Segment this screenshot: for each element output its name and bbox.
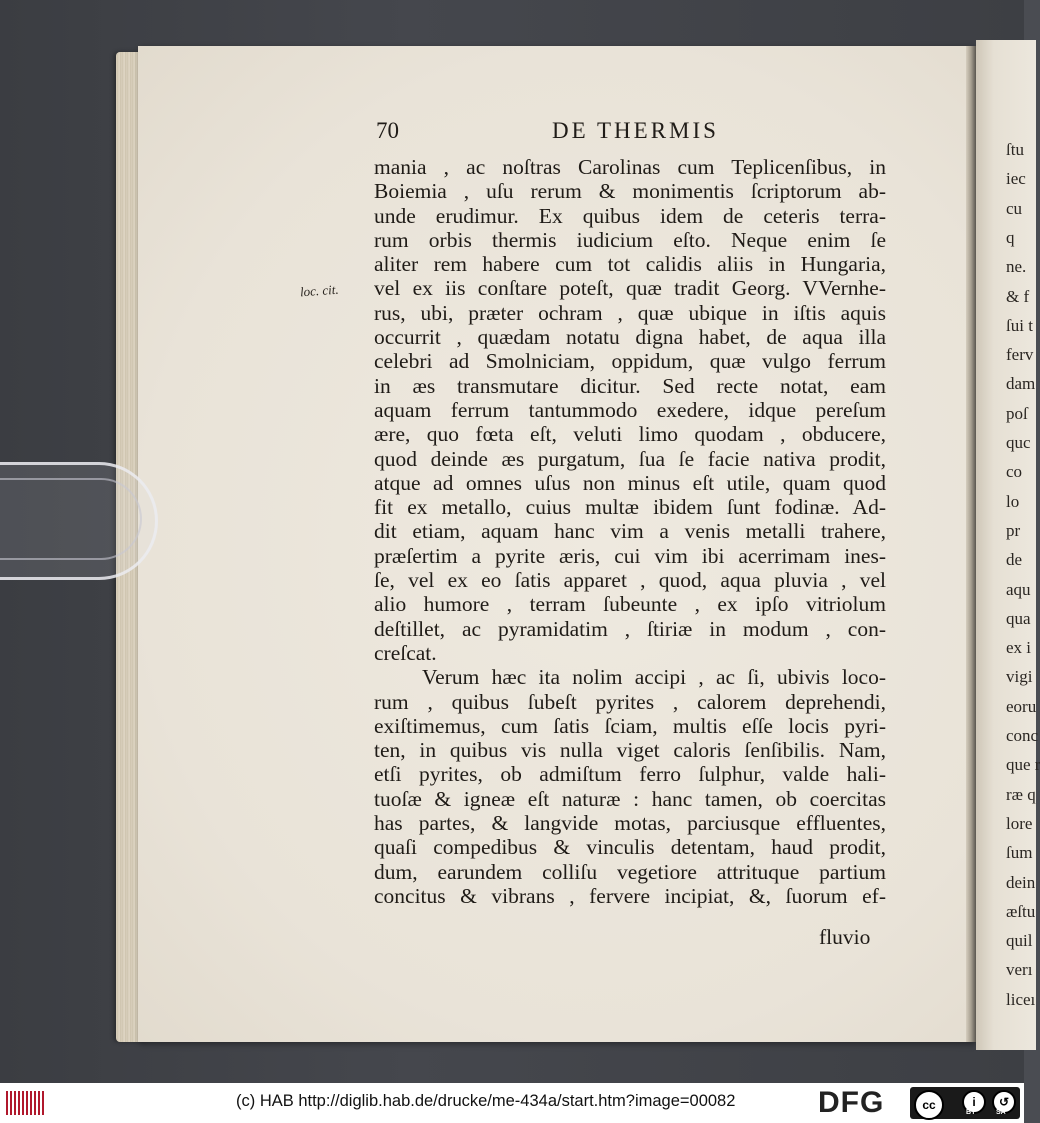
facing-page-text: liceı: [1006, 989, 1036, 1009]
facing-page-text: poſ: [1006, 403, 1028, 423]
page-number: 70: [376, 118, 399, 143]
facing-page-text: qua: [1006, 608, 1031, 628]
text-line: præſertim a pyrite æris, cui vim ibi acerrimam ines-: [374, 543, 886, 568]
facing-page-text: lo: [1006, 491, 1020, 511]
attribution-icon: i: [962, 1090, 986, 1114]
hab-logo-icon: [6, 1091, 46, 1115]
facing-page-text: ſtu: [1006, 140, 1024, 159]
catchword: fluvio: [819, 925, 871, 949]
text-line: dit etiam, aquam hanc vim a venis metalli trahere,: [374, 519, 886, 544]
facing-page-text: aqu: [1006, 579, 1031, 599]
facing-page-text: dein: [1006, 872, 1036, 892]
facing-page-text: quil: [1006, 931, 1033, 951]
facing-page-text: eoru: [1006, 696, 1037, 716]
facing-page-text: iec: [1006, 169, 1026, 189]
facing-page-fragment: [976, 40, 1040, 1050]
facing-page-text: que r: [1006, 755, 1040, 775]
dfg-logo: DFG: [818, 1086, 885, 1119]
text-line: unde erudimur. Ex quibus idem de ceteris terra-: [374, 203, 886, 228]
facing-page-text: q: [1006, 227, 1015, 247]
text-line: rum , quibus ſubeſt pyrites , calorem deprehendi,: [374, 689, 886, 714]
facing-page-text: cu: [1006, 198, 1023, 218]
facing-page-text: ræ q: [1006, 784, 1036, 804]
facing-page-text: quc: [1006, 433, 1031, 452]
text-line: ſe, vel ex eo ſatis apparet , quod, aqua pluvia , vel: [374, 568, 886, 593]
text-line: etſi pyrites, ob admiſtum ferro ſulphur, valde hali-: [374, 762, 886, 787]
margin-note: loc. cit.: [299, 281, 340, 300]
text-line: Verum hæc ita nolim accipi , ac ſi, ubivis loco-: [422, 665, 886, 690]
text-line: alio humore , terram ſubeunte , ex ipſo vitriolum: [374, 592, 886, 617]
by-label: BY: [966, 1109, 976, 1116]
text-line: rum orbis thermis iudicium eſto. Neque enim ſe: [374, 227, 886, 252]
text-line: quod deinde æs purgatum, ſua ſe facie nativa prodit,: [374, 446, 886, 471]
text-line: aquam ferrum tantummodo exedere, idque pereſum: [374, 397, 886, 422]
text-line: ære, quo fœta eſt, veluti limo quodam , obducere,: [374, 422, 886, 447]
credit-link[interactable]: (c) HAB http://diglib.hab.de/drucke/me-434a/start.htm?image=00082: [236, 1092, 736, 1110]
text-line: tuoſæ & igneæ eſt naturæ : hanc tamen, ob coercitas: [374, 786, 886, 811]
facing-page-text: lore: [1006, 813, 1033, 833]
cc-license-badge[interactable]: [910, 1087, 1020, 1119]
facing-page-text: co: [1006, 462, 1023, 482]
facing-page-text: ſum: [1006, 843, 1033, 863]
cc-icon: cc: [914, 1090, 944, 1120]
page-header: [376, 118, 884, 148]
facing-page-text: vigi: [1006, 667, 1033, 687]
text-line: has partes, & langvide motas, parciusque effluentes,: [374, 811, 886, 836]
text-line: concitus & vibrans , fervere incipiat, &, ſuorum ef-: [374, 883, 886, 908]
text-line: aliter rem habere cum tot calidis aliis in Hungaria,: [374, 252, 886, 277]
facing-page-text: dam: [1006, 374, 1036, 394]
text-line: Boiemia , uſu rerum & monimentis ſcriptorum ab-: [374, 179, 886, 204]
text-line: occurrit , quædam notatu digna habet, de aqua illa: [374, 325, 886, 350]
sa-label: SA: [996, 1109, 1006, 1116]
facing-page-text: ne.: [1006, 257, 1027, 277]
text-line: rus, ubi, præter ochram , quæ ubique in iſtis aquis: [374, 300, 886, 325]
text-line: atque ad omnes uſus non minus eſt utile, quam quod: [374, 470, 886, 495]
text-line: fit ex metallo, cuius multæ ibidem ſunt fodinæ. Ad-: [374, 495, 886, 520]
text-line: in æs transmutare dicitur. Sed recte notat, eam: [374, 373, 886, 398]
facing-page-text: æſtu: [1006, 901, 1036, 921]
facing-page-text: ſui t: [1006, 315, 1033, 335]
facing-page-text: & f: [1006, 286, 1030, 306]
share-alike-icon: ↺: [992, 1090, 1016, 1114]
text-line: creſcat.: [374, 640, 437, 665]
facing-page-text: ex i: [1006, 638, 1032, 658]
text-line: exiſtimemus, cum ſatis ſciam, multis eſſe locis pyri-: [374, 713, 886, 738]
facing-page-text: conc: [1006, 726, 1039, 745]
facing-page-text: verı: [1006, 960, 1033, 980]
body-text: [374, 155, 886, 908]
running-title: DE THERMIS: [552, 118, 719, 143]
page-clip-inner: [0, 478, 142, 560]
text-line: quaſi compedibus & vinculis detentam, haud prodit,: [374, 835, 886, 860]
text-line: ten, in quibus vis nulla viget caloris ſenſibilis. Nam,: [374, 738, 886, 763]
text-line: vel ex iis conſtare poteſt, quæ tradit Georg. VVernhe-: [374, 276, 886, 301]
facing-page-text: ferv: [1006, 345, 1034, 365]
text-line: celebri ad Smolniciam, oppidum, quæ vulgo ferrum: [374, 349, 886, 374]
footer-bar: [0, 1083, 1024, 1123]
text-line: deſtillet, ac pyramidatim , ſtiriæ in modum , con-: [374, 616, 886, 641]
book-gutter: [966, 46, 976, 1042]
facing-page-text: pr: [1006, 520, 1021, 540]
facing-page-text: de: [1006, 550, 1023, 570]
text-line: dum, earundem colliſu vegetiore attrituque partium: [374, 859, 886, 884]
text-line: mania , ac noſtras Carolinas cum Teplicenſibus, in: [374, 155, 886, 179]
